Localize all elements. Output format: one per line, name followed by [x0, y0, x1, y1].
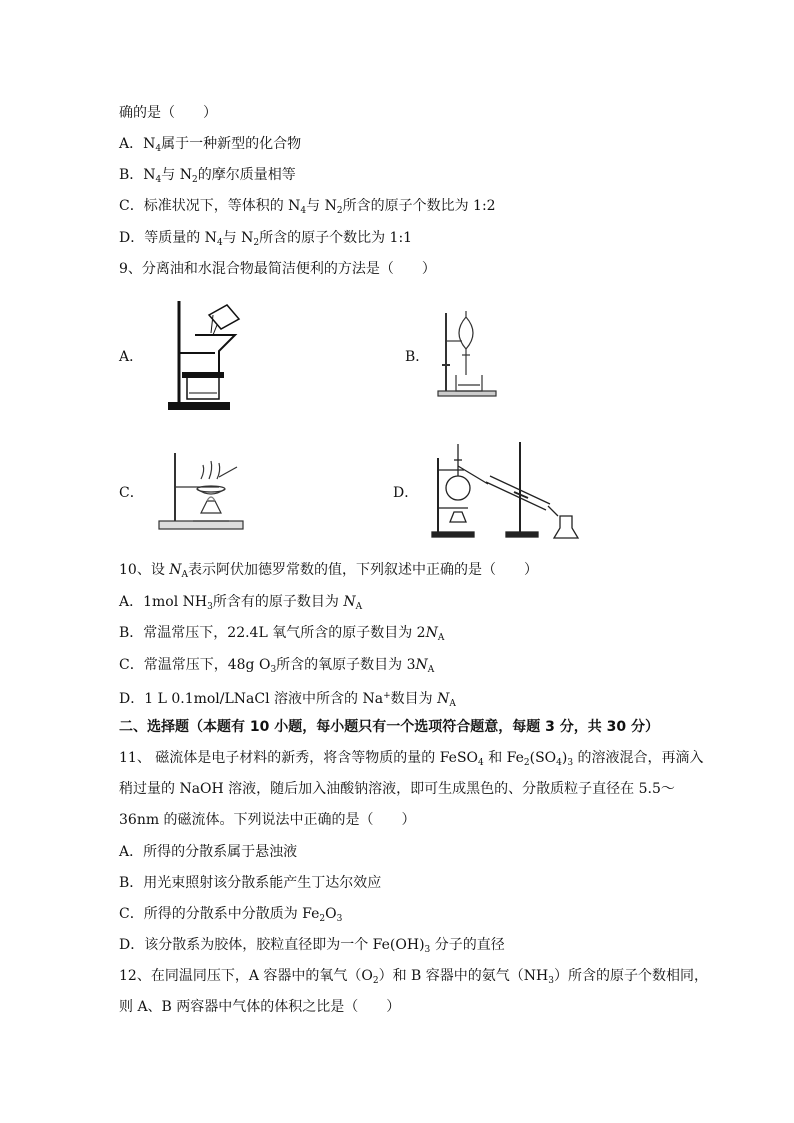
q10-option-a[interactable]: A．1mol $NH_3$所含有的原子数目为 $N_A$	[119, 594, 363, 612]
q11-stem-line2: 稍过量的 NaOH 溶液，随后加入油酸钠溶液，即可生成黑色的、分散质粒子直径在 5.5～	[119, 781, 675, 797]
q11-option-d[interactable]: D．该分散系为胶体，胶粒直径即为一个 $Fe(OH)_3$ 分子的直径	[119, 937, 505, 955]
q9-stem: 9、分离油和水混合物最简洁便利的方法是（ ）	[119, 261, 436, 277]
q8-option-c[interactable]: C．标准状况下，等体积的 $N_4$与 $N_2$所含的原子个数比为 1:2	[119, 198, 496, 216]
q12-stem-line2: 则 A、B 两容器中气体的体积之比是（ ）	[119, 999, 401, 1015]
q11-option-b[interactable]: B．用光束照射该分散系能产生丁达尔效应	[119, 875, 382, 891]
q11-option-c[interactable]: C．所得的分散系中分散质为 $Fe_2O_3$	[119, 906, 343, 924]
q12-stem-line1: 12、在同温同压下，A 容器中的氧气$(O_2)$和 B 容器中的氨气$(NH_3)$所含的原子个数相同，	[119, 968, 708, 986]
q8-option-b[interactable]: B．$N_4$与 $N_2$的摩尔质量相等	[119, 167, 296, 185]
q10-option-c[interactable]: C．常温常压下，48g $O_3$所含的氧原子数目为 $3N_A$	[119, 657, 435, 675]
filtration-apparatus-figure	[165, 295, 260, 413]
q10-option-d[interactable]: D．1 L 0.1mol/LNaCl 溶液中所含的 Na+数目为 $N_A$	[119, 691, 456, 709]
q9-option-b-label[interactable]: B．	[405, 349, 430, 365]
q9-option-c-label[interactable]: C．	[119, 485, 144, 501]
q8-option-d[interactable]: D．等质量的 $N_4$与 $N_2$所含的原子个数比为 1:1	[119, 230, 413, 248]
separatory-funnel-figure	[436, 307, 500, 399]
q9-option-a-label[interactable]: A．	[119, 349, 144, 365]
distillation-apparatus-figure	[428, 436, 584, 540]
q11-stem-line1: 11、 磁流体是电子材料的新秀，将含等物质的量的 FeSO$_4$ 和 $Fe_2(SO_4)_3$ 的溶液混合，再滴入	[119, 750, 704, 768]
q8-stem-tail: 确的是（ ）	[119, 105, 217, 121]
q8-option-a[interactable]: A．$N_4$属于一种新型的化合物	[119, 136, 302, 154]
q9-option-d-label[interactable]: D．	[393, 485, 419, 501]
q11-option-a[interactable]: A．所得的分散系属于悬浊液	[119, 844, 298, 860]
q11-stem-line3: 36nm 的磁流体。下列说法中正确的是（ ）	[119, 812, 416, 828]
evaporation-apparatus-figure	[157, 449, 247, 533]
q10-stem: 10、设 $N_A$表示阿伏加德罗常数的值，下列叙述中正确的是（ ）	[119, 562, 539, 580]
section-heading: 二、选择题（本题有 10 小题，每小题只有一个选项符合题意，每题 3 分，共 30 分）	[119, 719, 659, 735]
q10-option-b[interactable]: B．常温常压下，22.4L 氧气所含的原子数目为 $2N_A$	[119, 625, 445, 643]
